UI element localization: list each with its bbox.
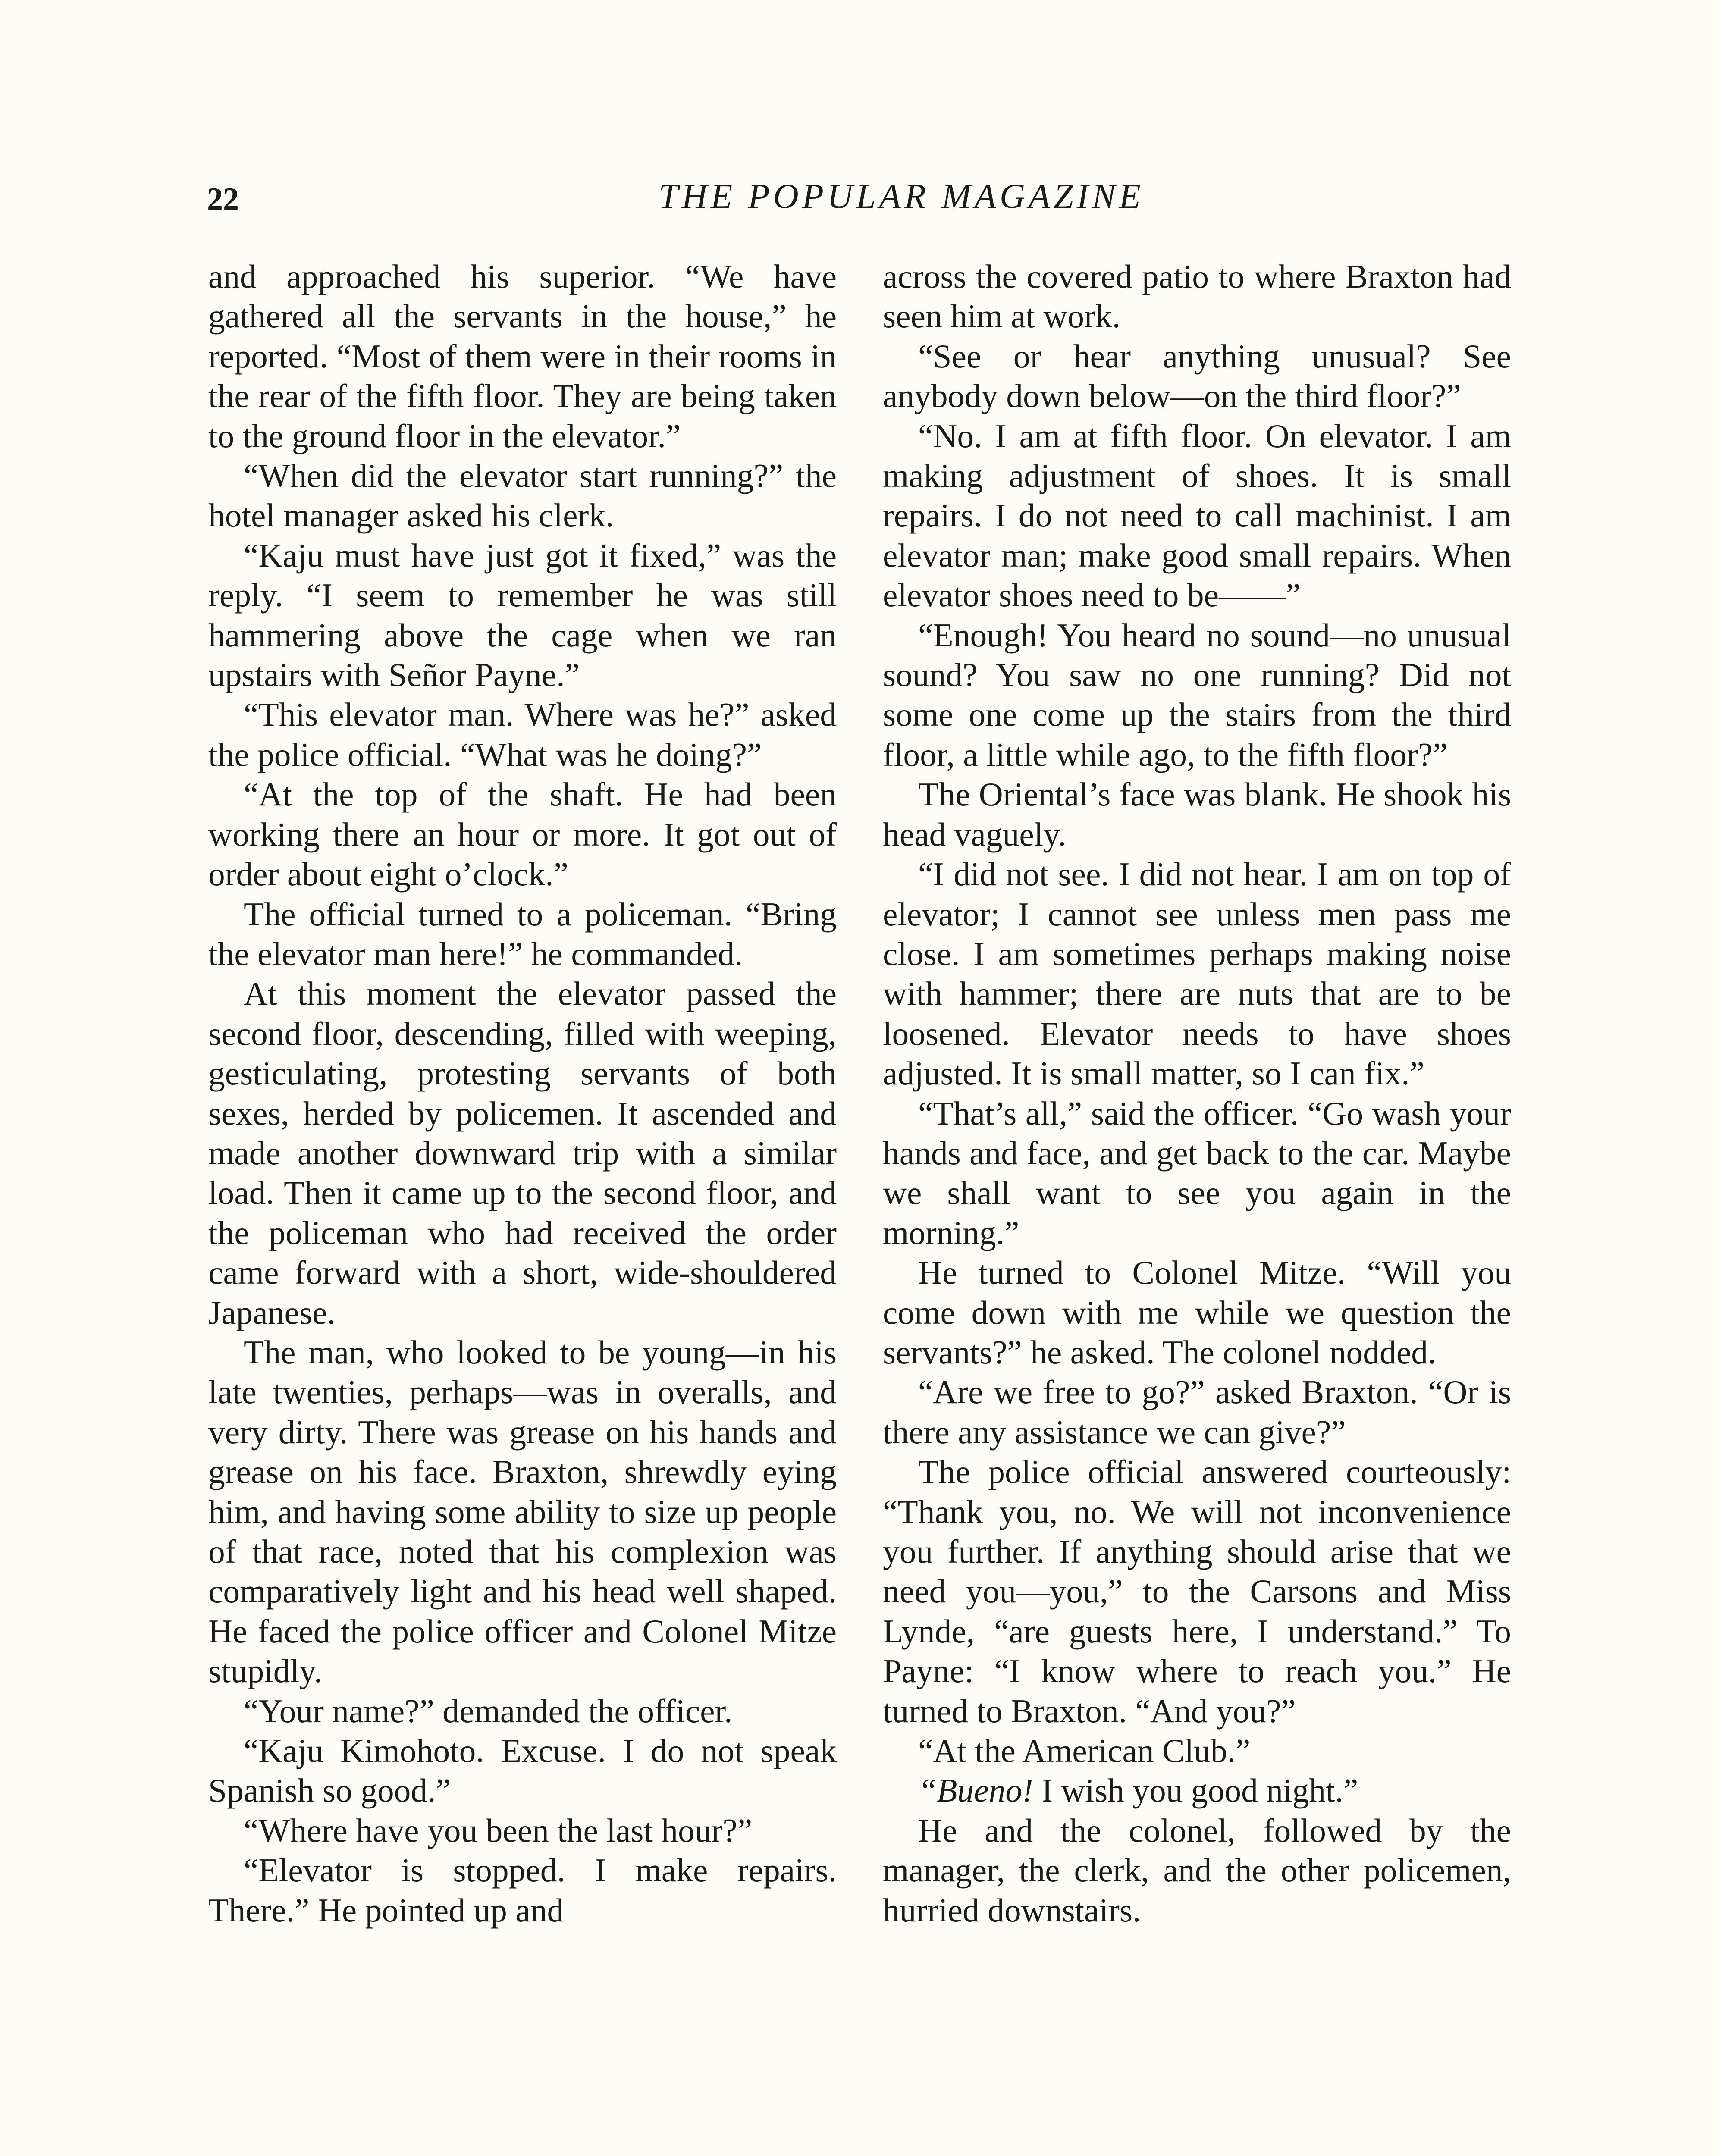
left-column: [208, 257, 837, 1930]
italic-text: “Bueno!: [918, 1772, 1033, 1809]
paragraph: [883, 1771, 1511, 1810]
paragraph: “This elevator man. Where was he?” asked the police official. “What was he doing?”: [208, 696, 837, 773]
paragraph: and approached his superior. “We have gathered all the servants in the house,” he reported. “Most of them were in their rooms in the rear of the fifth floor. They are being taken to the ground floor in the elevator.”: [208, 258, 837, 454]
paragraph: He turned to Colonel Mitze. “Will you come down with me while we question the servants?” he asked. The colonel nodded.: [883, 1254, 1511, 1371]
paragraph: He and the colonel, followed by the manager, the clerk, and the other policemen, hurried downstairs.: [883, 1811, 1511, 1929]
paragraph: across the covered patio to where Braxton had seen him at work.: [883, 258, 1511, 335]
paragraph: “Kaju must have just got it fixed,” was the reply. “I seem to remember he was still hammering above the cage when we ran upstairs with Señor Payne.”: [208, 536, 837, 694]
paragraph: “When did the elevator start running?” the hotel manager asked his clerk.: [208, 457, 837, 534]
paragraph: “Kaju Kimohoto. Excuse. I do not speak Spanish so good.”: [208, 1732, 837, 1809]
paragraph: “Elevator is stopped. I make repairs. There.” He pointed up and: [208, 1852, 837, 1929]
right-column: [883, 257, 1511, 1930]
paragraph: “No. I am at fifth floor. On elevator. I am making adjustment of shoes. It is small repairs. I do not need to call machinist. I am elevator man; make good small repairs. When elevator shoes need to be——”: [883, 417, 1511, 614]
paragraph: “Enough! You heard no sound—no unusual sound? You saw no one running? Did not some one come up the stairs from the third floor, a little while ago, to the fifth floor?”: [883, 616, 1511, 773]
paragraph: The official turned to a policeman. “Bring the elevator man here!” he commanded.: [208, 895, 837, 972]
paragraph: “See or hear anything unusual? See anybody down below—on the third floor?”: [883, 337, 1511, 415]
paragraph: “At the top of the shaft. He had been working there an hour or more. It got out of order about eight o’clock.”: [208, 776, 837, 893]
paragraph: The Oriental’s face was blank. He shook his head vaguely.: [883, 776, 1511, 853]
paragraph: At this moment the elevator passed the second floor, descending, filled with weeping, gesticulating, protesting servants of both sexes, herded by policemen. It ascended and made another downward trip with a similar load. Then it came up to the second floor, and the policeman who had received the order came forward with a short, wide-shouldered Japanese.: [208, 975, 837, 1331]
paragraph: “Where have you been the last hour?”: [244, 1811, 753, 1849]
paragraph: The man, who looked to be young—in his late twenties, perhaps—was in overalls, and very dirty. There was grease on his hands and grease on his face. Braxton, shrewdly eying him, and having some ability to size up people of that race, noted that his complexion was comparatively light and his head well shaped. He faced the police officer and Colonel Mitze stupidly.: [208, 1333, 837, 1690]
paragraph-text: I wish you good night.”: [1041, 1772, 1358, 1809]
running-head: THE POPULAR MAGAZINE: [659, 176, 1144, 216]
paragraph: “That’s all,” said the officer. “Go wash your hands and face, and get back to the car. Maybe we shall want to see you again in the morning.”: [883, 1094, 1511, 1251]
paragraph: “Your name?” demanded the officer.: [244, 1692, 733, 1730]
paragraph: “Are we free to go?” asked Braxton. “Or is there any assistance we can give?”: [883, 1373, 1511, 1451]
page-number: 22: [207, 182, 239, 217]
paragraph: The police official answered courteously: “Thank you, no. We will not inconvenience you further. If anything should arise that we need you—you,” to the Carsons and Miss Lynde, “are guests here, I understand.” To Payne: “I know where to reach you.” He turned to Braxton. “And you?”: [883, 1453, 1511, 1730]
paragraph: “I did not see. I did not hear. I am on top of elevator; I cannot see unless men pass me close. I am sometimes perhaps making noise with hammer; there are nuts that are to be loosened. Elevator needs to have shoes adjusted. It is small matter, so I can fix.”: [883, 856, 1511, 1092]
paragraph: “At the American Club.”: [918, 1732, 1251, 1770]
